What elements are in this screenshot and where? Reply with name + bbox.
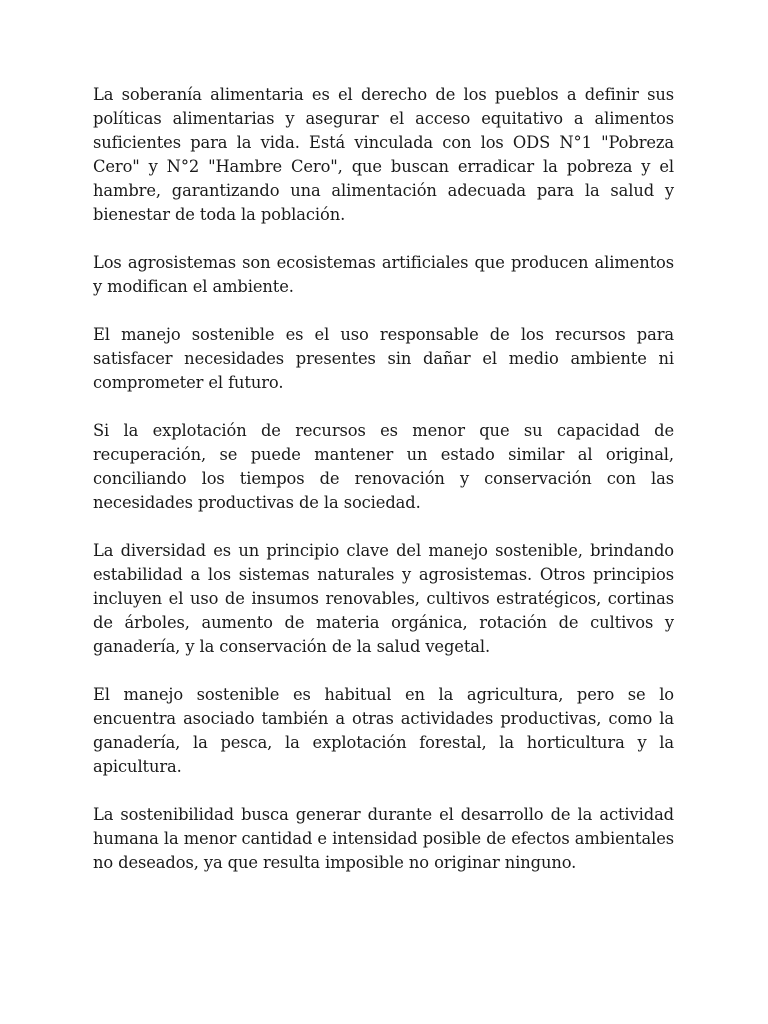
paragraph-agrosystems: Los agrosistemas son ecosistemas artificiales que producen alimentos y modifican el ambiente.: [93, 253, 674, 296]
paragraph-resource-exploitation: Si la explotación de recursos es menor que su capacidad de recuperación, se puede mantener un estado similar al original, conciliando los tiempos de renovación y conservación con las necesidades productivas de la sociedad.: [93, 421, 674, 512]
document-page: [93, 83, 674, 899]
paragraph-sustainability-goal: La sostenibilidad busca generar durante el desarrollo de la actividad humana la menor cantidad e intensidad posible de efectos ambientales no deseados, ya que resulta imposible no originar ninguno.: [93, 805, 674, 872]
paragraph-productive-activities: El manejo sostenible es habitual en la agricultura, pero se lo encuentra asociado también a otras actividades productivas, como la ganadería, la pesca, la explotación forestal, la horticultura y la apicultura.: [93, 685, 674, 776]
paragraph-food-sovereignty: La soberanía alimentaria es el derecho de los pueblos a definir sus políticas alimentarias y asegurar el acceso equitativo a alimentos suficientes para la vida. Está vinculada con los ODS N°1 "Pobreza Cero" y N°2 "Hambre Cero", que buscan erradicar la pobreza y el hambre, garantizando una alimentación adecuada para la salud y bienestar de toda la población.: [93, 85, 674, 224]
paragraph-diversity-principles: La diversidad es un principio clave del manejo sostenible, brindando estabilidad a los sistemas naturales y agrosistemas. Otros principios incluyen el uso de insumos renovables, cultivos estratégicos, cortinas de árboles, aumento de materia orgánica, rotación de cultivos y ganadería, y la conservación de la salud vegetal.: [93, 541, 674, 656]
paragraph-sustainable-management: El manejo sostenible es el uso responsable de los recursos para satisfacer necesidades presentes sin dañar el medio ambiente ni comprometer el futuro.: [93, 325, 674, 392]
